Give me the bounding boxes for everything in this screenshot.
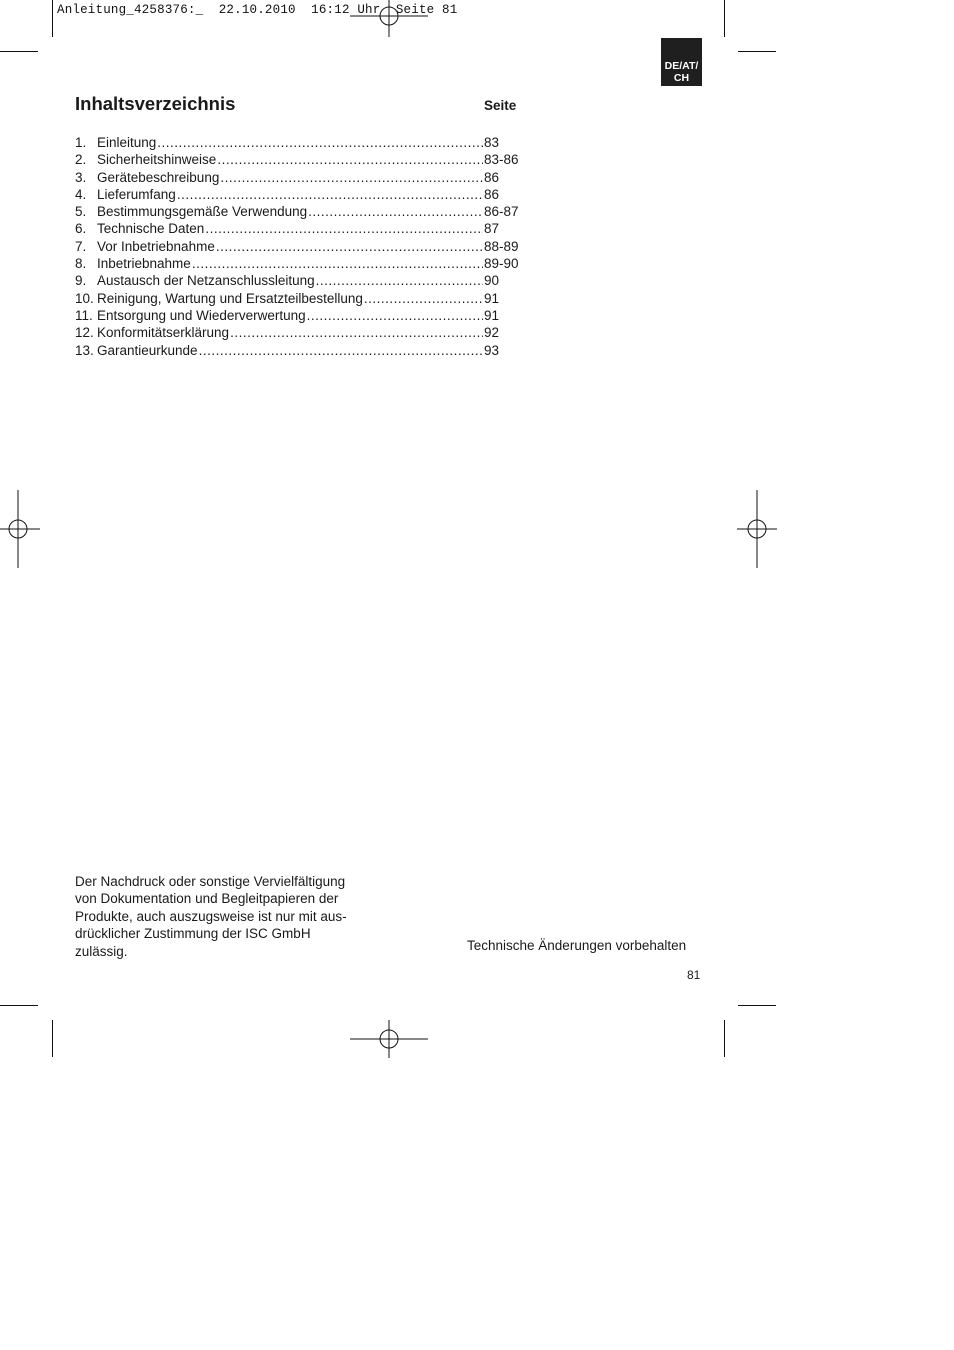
table-of-contents — [75, 135, 525, 360]
print-header: Anleitung_4258376:_ 22.10.2010 16:12 Uhr Seite 81 — [57, 3, 458, 17]
toc-leader-dots — [316, 273, 483, 288]
toc-entry-label: Einleitung — [97, 135, 157, 150]
toc-entry — [75, 343, 525, 360]
toc-entry-label: Vor Inbetriebnahme — [97, 238, 215, 254]
toc-entry-page: 83 — [484, 135, 500, 150]
toc-entry-label: Konformitätserklärung — [97, 325, 230, 341]
toc-entry-page: 88-89 — [484, 238, 519, 254]
registration-mark-icon — [0, 490, 40, 568]
toc-entry-number: 11. — [75, 307, 93, 323]
crop-mark — [724, 1020, 725, 1057]
toc-entry — [75, 187, 525, 204]
toc-entry-number: 4. — [75, 186, 87, 202]
copyright-line: Der Nachdruck oder sonstige Vervielfältigung — [75, 874, 346, 889]
toc-entry-page: 92 — [484, 325, 500, 341]
crop-mark — [0, 1005, 38, 1006]
crop-mark — [0, 51, 38, 52]
toc-entry-number: 13. — [75, 342, 94, 358]
toc-entry-page: 86 — [484, 169, 500, 185]
toc-entry — [75, 204, 525, 221]
toc-entry-number: 2. — [75, 152, 87, 168]
crop-mark — [724, 0, 725, 37]
toc-entry-label: Lieferumfang — [97, 186, 176, 202]
toc-entry-label: Bestimmungsgemäße Verwendung — [97, 204, 308, 220]
toc-entry-number: 5. — [75, 204, 87, 220]
toc-entry-page: 87 — [484, 221, 500, 237]
toc-entry-number: 8. — [75, 256, 87, 272]
toc-entry — [75, 291, 525, 308]
toc-leader-dots — [192, 256, 483, 271]
toc-entry-page: 83-86 — [484, 152, 519, 168]
copyright-line: von Dokumentation und Begleitpapieren der — [75, 891, 339, 907]
page-number: 81 — [687, 968, 701, 982]
toc-entry — [75, 170, 525, 187]
toc-entry — [75, 273, 525, 290]
language-badge-line: CH — [673, 72, 690, 84]
toc-leader-dots — [217, 152, 483, 167]
copyright-notice — [75, 873, 375, 960]
toc-leader-dots — [364, 291, 483, 306]
crop-mark — [738, 1005, 776, 1006]
toc-leader-dots — [216, 239, 483, 254]
technical-changes-notice: Technische Änderungen vorbehalten — [467, 938, 687, 953]
toc-entry-page: 86 — [484, 186, 500, 202]
toc-entry — [75, 239, 525, 256]
registration-mark-icon — [737, 490, 777, 568]
registration-mark-icon — [350, 1020, 428, 1060]
crop-mark — [738, 51, 776, 52]
toc-entry — [75, 256, 525, 273]
toc-entry-number: 1. — [75, 135, 87, 150]
toc-leader-dots — [307, 308, 483, 323]
toc-entry-label: Reinigung, Wartung und Ersatzteilbestellung — [97, 290, 363, 306]
toc-entry-number: 10. — [75, 290, 94, 306]
toc-entry-page: 90 — [484, 273, 500, 289]
toc-entry-page: 89-90 — [484, 256, 519, 272]
toc-entry — [75, 325, 525, 342]
toc-entry — [75, 135, 525, 152]
toc-leader-dots — [230, 325, 483, 340]
page-column-label: Seite — [484, 98, 517, 113]
page-title: Inhaltsverzeichnis — [75, 93, 236, 114]
toc-leader-dots — [308, 204, 483, 219]
toc-entry — [75, 221, 525, 238]
toc-entry — [75, 308, 525, 325]
toc-leader-dots — [205, 221, 483, 236]
toc-entry-label: Austausch der Netzanschlussleitung — [97, 273, 315, 289]
toc-entry-label: Gerätebeschreibung — [97, 169, 220, 185]
toc-entry-page: 86-87 — [484, 204, 519, 220]
toc-entry-label: Technische Daten — [97, 221, 205, 237]
copyright-line: zulässig. — [75, 943, 128, 959]
copyright-line: Produkte, auch auszugsweise ist nur mit aus- — [75, 908, 347, 924]
copyright-line: drücklicher Zustimmung der ISC GmbH — [75, 926, 311, 942]
crop-mark — [52, 0, 53, 37]
registration-mark-icon — [350, 0, 428, 40]
toc-entry-page: 93 — [484, 342, 500, 358]
toc-leader-dots — [157, 135, 483, 150]
toc-entry-label: Inbetriebnahme — [97, 256, 191, 272]
toc-entry-number: 6. — [75, 221, 87, 237]
toc-entry — [75, 152, 525, 169]
toc-entry-number: 12. — [75, 325, 94, 341]
toc-entry-page: 91 — [484, 307, 500, 323]
toc-entry-label: Garantieurkunde — [97, 342, 198, 358]
toc-entry-page: 91 — [484, 290, 500, 306]
toc-entry-label: Entsorgung und Wiederverwertung — [97, 307, 306, 323]
toc-leader-dots — [177, 187, 483, 202]
toc-entry-number: 7. — [75, 238, 87, 254]
toc-entry-label: Sicherheitshinweise — [97, 152, 217, 168]
toc-leader-dots — [199, 343, 483, 358]
toc-entry-number: 3. — [75, 169, 87, 185]
crop-mark — [52, 1020, 53, 1057]
language-badge — [661, 38, 702, 86]
toc-entry-number: 9. — [75, 273, 87, 289]
language-badge-line: DE/AT/ — [664, 60, 699, 72]
toc-leader-dots — [220, 170, 483, 185]
